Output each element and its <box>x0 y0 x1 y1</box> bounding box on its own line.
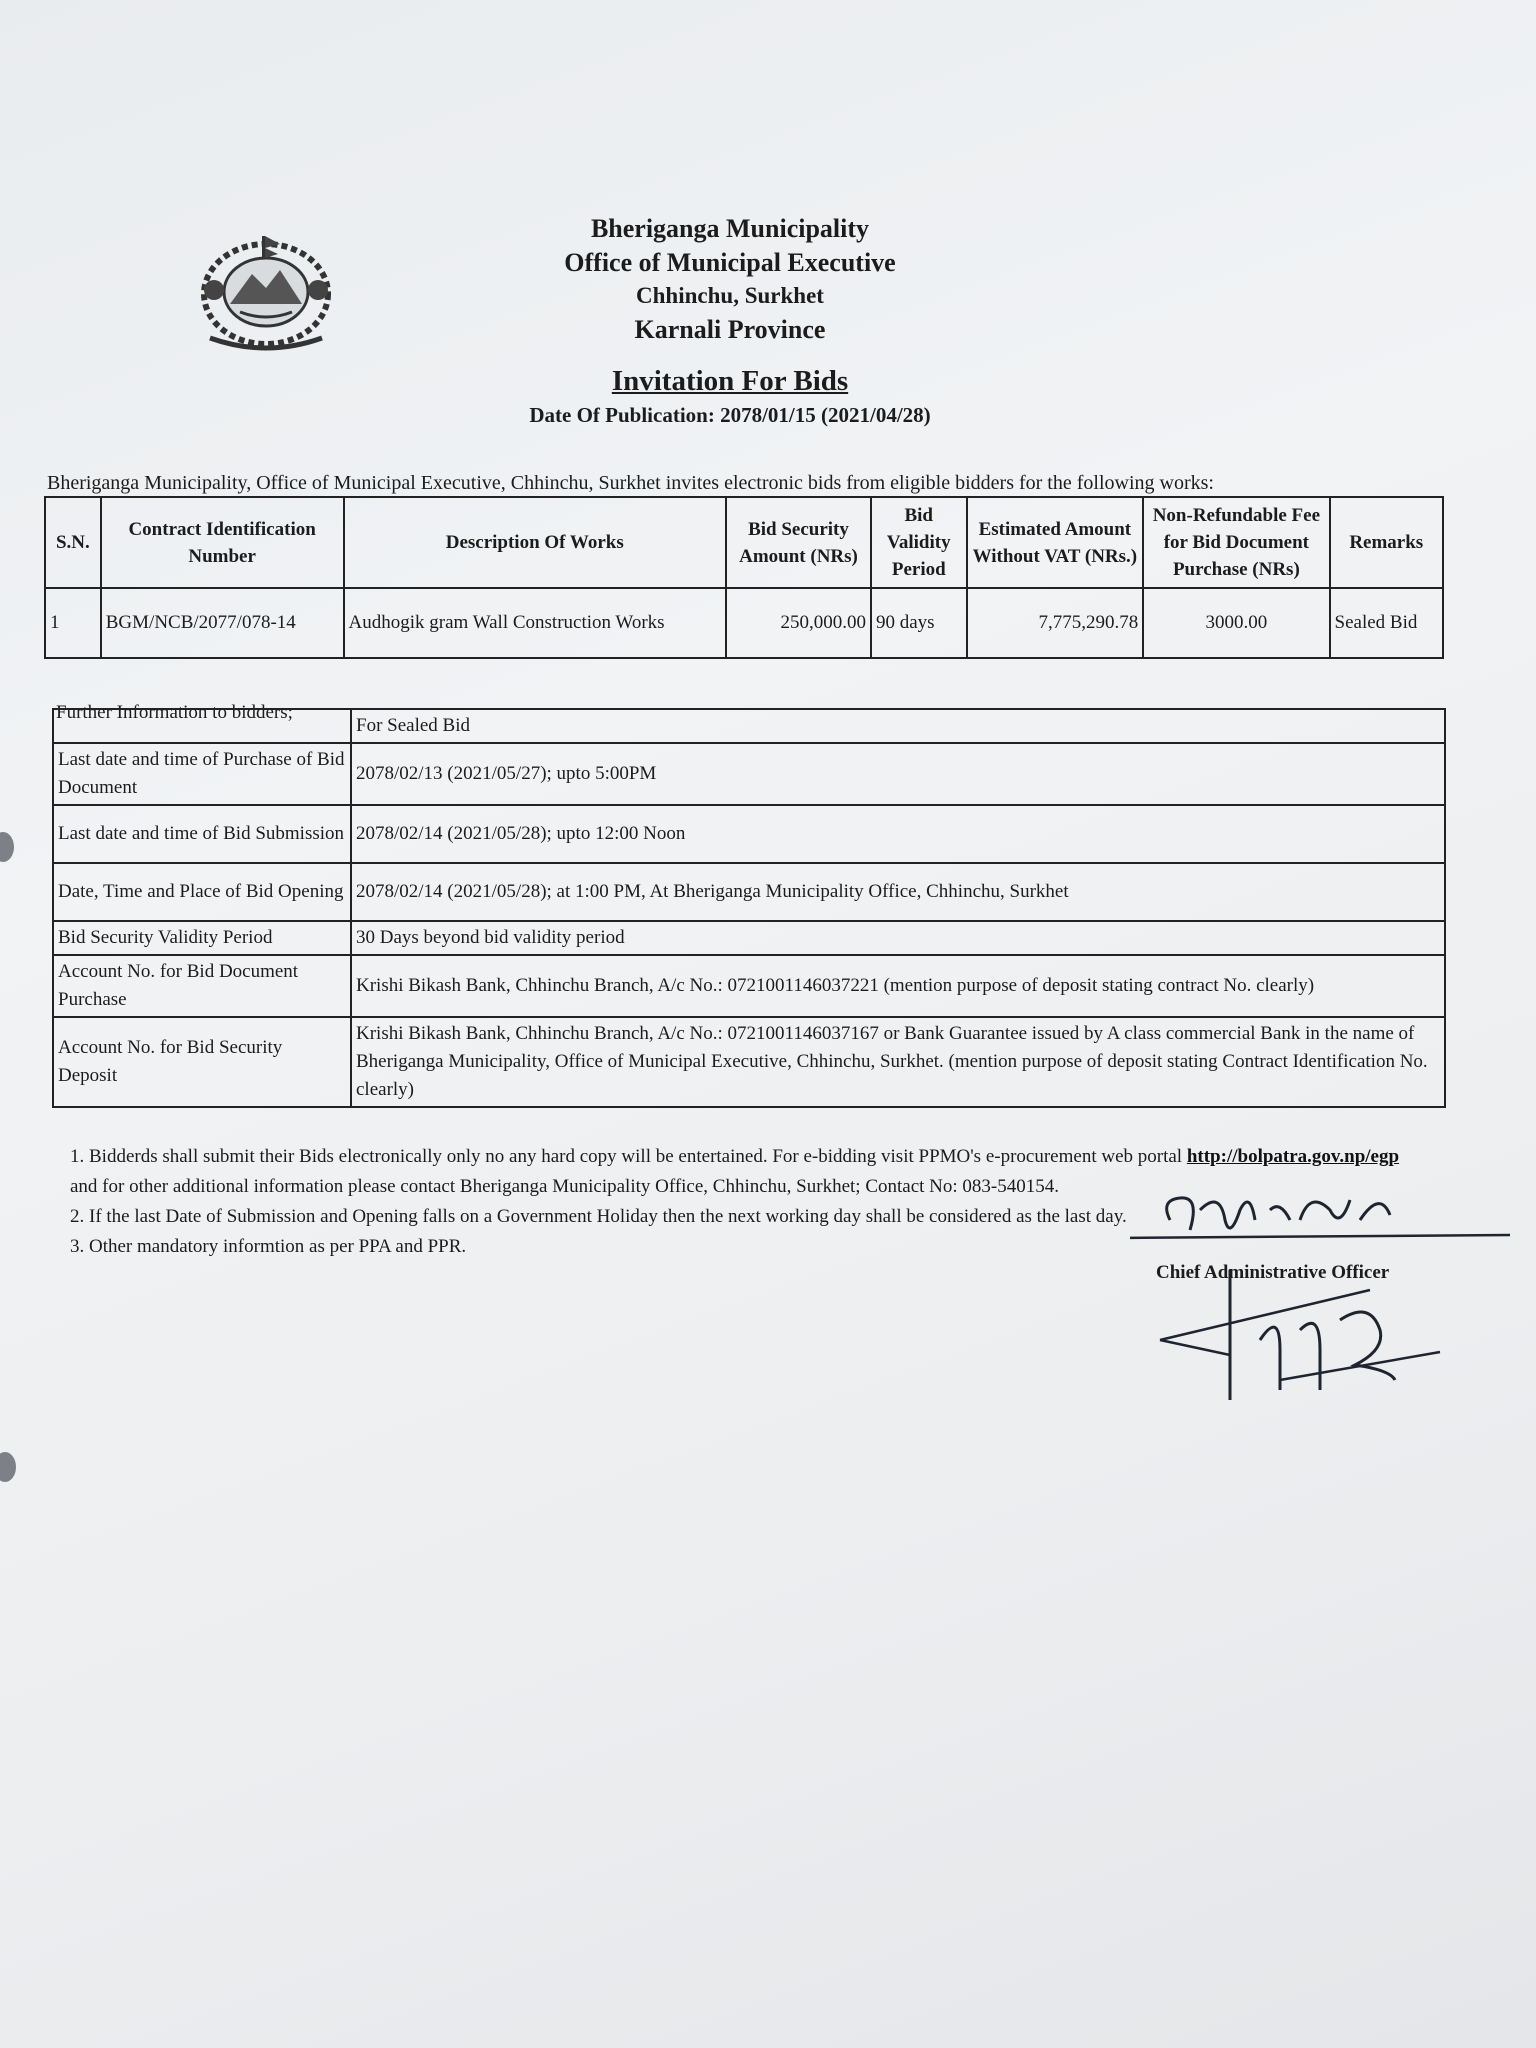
bids-table-header <box>45 497 1443 588</box>
table-row <box>53 743 1445 805</box>
info-key: Account No. for Bid Security Deposit <box>53 1017 351 1107</box>
info-key: Bid Security Validity Period <box>53 921 351 955</box>
office-location: Chhinchu, Surkhet <box>636 283 824 308</box>
info-value: Krishi Bikash Bank, Chhinchu Branch, A/c No.: 0721001146037221 (mention purpose of deposit stating contract No. clearly) <box>351 955 1445 1017</box>
cell-description: Audhogik gram Wall Construction Works <box>344 588 726 658</box>
info-key: Last date and time of Purchase of Bid Document <box>53 743 351 805</box>
cell-contract-id: BGM/NCB/2077/078-14 <box>101 588 344 658</box>
cell-bid-security: 250,000.00 <box>726 588 871 658</box>
note-2: 2. If the last Date of Submission and Opening falls on a Government Holiday then the next working day shall be considered as the last day. <box>70 1206 1127 1227</box>
info-key: Account No. for Bid Document Purchase <box>53 955 351 1017</box>
info-key: Last date and time of Bid Submission <box>53 805 351 863</box>
col-bid-security: Bid Security Amount (NRs) <box>726 497 871 588</box>
info-value: 2078/02/14 (2021/05/28); upto 12:00 Noon <box>351 805 1445 863</box>
info-value: 2078/02/14 (2021/05/28); at 1:00 PM, At Bheriganga Municipality Office, Chhinchu, Surkhet <box>351 863 1445 921</box>
document-header <box>480 212 980 430</box>
table-row <box>53 863 1445 921</box>
signatory-title: Chief Administrative Officer <box>1156 1262 1390 1283</box>
province-name: Karnali Province <box>634 315 826 344</box>
info-value: 30 Days beyond bid validity period <box>351 921 1445 955</box>
cell-fee: 3000.00 <box>1143 588 1329 658</box>
for-sealed-bid-heading: For Sealed Bid <box>351 709 1445 743</box>
publication-date: Date Of Publication: 2078/01/15 (2021/04/28) <box>529 403 931 427</box>
binder-hole-bottom <box>0 1452 16 1482</box>
col-fee: Non-Refundable Fee for Bid Document Purchase (NRs) <box>1143 497 1329 588</box>
binder-hole-top <box>0 832 14 862</box>
cell-remarks: Sealed Bid <box>1330 588 1443 658</box>
table-row <box>45 588 1443 658</box>
bids-table <box>44 496 1444 659</box>
table-row <box>53 805 1445 863</box>
table-row <box>53 921 1445 955</box>
table-row <box>53 955 1445 1017</box>
cell-validity: 90 days <box>871 588 967 658</box>
table-row <box>53 1017 1445 1107</box>
office-name: Office of Municipal Executive <box>564 248 896 277</box>
further-info-label: Further Information to bidders; <box>56 702 293 723</box>
nepal-emblem-icon <box>180 230 352 358</box>
note-1-contact: and for other additional information please contact Bheriganga Municipality Office, Chhinchu, Surkhet; Contact No: 083-540154. <box>70 1176 1059 1197</box>
intro-text: Bheriganga Municipality, Office of Municipal Executive, Chhinchu, Surkhet invites electronic bids from eligible bidders for the following works: <box>47 472 1214 494</box>
col-validity: Bid Validity Period <box>871 497 967 588</box>
col-estimated: Estimated Amount Without VAT (NRs.) <box>967 497 1144 588</box>
further-info-table <box>52 708 1446 1108</box>
info-value: 2078/02/13 (2021/05/27); upto 5:00PM <box>351 743 1445 805</box>
cell-sn: 1 <box>45 588 101 658</box>
handwritten-signature-icon <box>1130 1180 1510 1420</box>
info-value: Krishi Bikash Bank, Chhinchu Branch, A/c No.: 0721001146037167 or Bank Guarantee issued by A class commercial Bank in the name of Bheriganga Municipality, Office of Municipal Executive, Chhinchu, Surkhet. (mention purpose of deposit stating Contract Identification No. clearly) <box>351 1017 1445 1107</box>
note-1-text: 1. Bidderds shall submit their Bids electronically only no any hard copy will be entertained. For e-bidding visit PPMO's e-procurement web portal <box>70 1146 1187 1167</box>
egp-portal-link[interactable]: http://bolpatra.gov.np/egp <box>1186 1146 1400 1167</box>
table-row <box>53 709 1445 743</box>
col-remarks: Remarks <box>1330 497 1443 588</box>
col-sn: S.N. <box>45 497 101 588</box>
document-title: Invitation For Bids <box>611 365 849 397</box>
cell-estimated: 7,775,290.78 <box>967 588 1144 658</box>
col-description: Description Of Works <box>344 497 726 588</box>
blank-cell <box>53 709 351 743</box>
org-name: Bheriganga Municipality <box>590 214 870 243</box>
info-key: Date, Time and Place of Bid Opening <box>53 863 351 921</box>
col-contract-id: Contract Identification Number <box>101 497 344 588</box>
note-3: 3. Other mandatory informtion as per PPA and PPR. <box>70 1236 467 1257</box>
